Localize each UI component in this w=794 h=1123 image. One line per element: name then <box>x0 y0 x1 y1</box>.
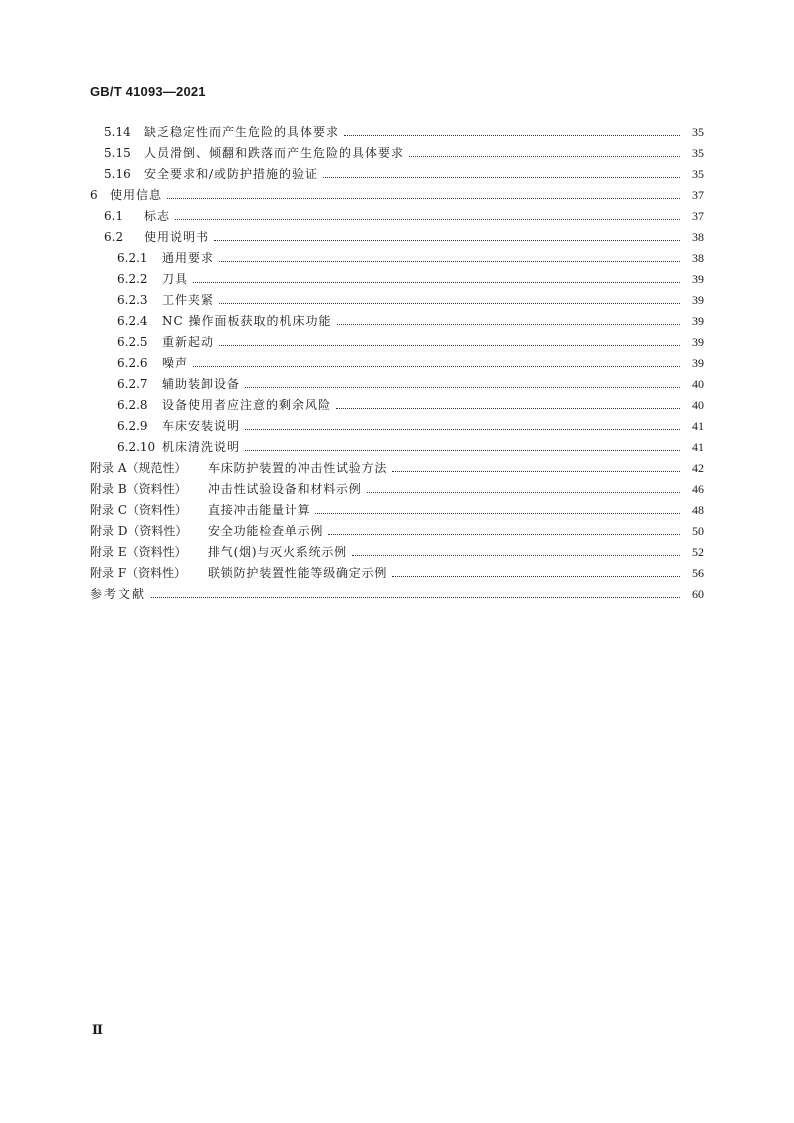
toc-entry-number: 6.2.3 <box>117 293 148 307</box>
toc-entry-number: 6.2.8 <box>117 398 148 412</box>
toc-entry-number: 6.2.9 <box>117 419 148 433</box>
toc-entry-number: 附录 C（资料性） <box>90 503 187 517</box>
toc-entry-number: 6.2.5 <box>117 335 148 349</box>
toc-entry-title: NC 操作面板获取的机床功能 <box>162 314 332 328</box>
toc-entry-number: 6.1 <box>104 209 124 223</box>
toc-entry-page: 41 <box>692 440 704 454</box>
toc-dot-leader <box>245 450 680 451</box>
toc-entry-number: 5.14 <box>104 125 131 139</box>
toc-entry-title: 冲击性试验设备和材料示例 <box>208 482 362 496</box>
toc-entry-page: 39 <box>692 356 704 370</box>
toc-entry-title: 排气(烟)与灭火系统示例 <box>208 545 347 559</box>
toc-entry-page: 40 <box>692 377 704 391</box>
toc-entry[interactable] <box>90 475 704 496</box>
toc-entry[interactable] <box>90 223 704 244</box>
toc-entry[interactable] <box>90 349 704 370</box>
toc-dot-leader <box>175 219 680 220</box>
toc-entry-title: 机床清洗说明 <box>162 440 241 454</box>
toc-dot-leader <box>344 135 680 136</box>
document-header: GB/T 41093—2021 <box>90 84 206 99</box>
toc-entry-number: 6.2.2 <box>117 272 148 286</box>
toc-entry[interactable] <box>90 307 704 328</box>
toc-entry-number: 附录 B（资料性） <box>90 482 187 496</box>
toc-entry-page: 39 <box>692 335 704 349</box>
toc-entry[interactable] <box>90 370 704 391</box>
toc-entry-title: 车床防护装置的冲击性试验方法 <box>208 461 388 475</box>
toc-entry-title: 使用说明书 <box>144 230 210 244</box>
toc-entry-number: 附录 A（规范性） <box>90 461 187 475</box>
toc-dot-leader <box>315 513 680 514</box>
toc-entry[interactable] <box>90 328 704 349</box>
toc-entry-number: 5.16 <box>104 167 131 181</box>
toc-entry[interactable] <box>90 412 704 433</box>
toc-entry[interactable] <box>90 139 704 160</box>
toc-dot-leader <box>193 282 680 283</box>
toc-entry-title: 工件夹紧 <box>162 293 215 307</box>
toc-entry-page: 42 <box>692 461 704 475</box>
toc-entry[interactable] <box>90 433 704 454</box>
toc-entry-title: 安全功能检查单示例 <box>208 524 324 538</box>
toc-dot-leader <box>392 471 680 472</box>
toc-entry[interactable] <box>90 265 704 286</box>
toc-entry-number: 附录 F（资料性） <box>90 566 187 580</box>
toc-entry[interactable] <box>90 244 704 265</box>
toc-entry-page: 38 <box>692 230 704 244</box>
toc-dot-leader <box>193 366 680 367</box>
toc-dot-leader <box>328 534 680 535</box>
toc-entry-page: 38 <box>692 251 704 265</box>
toc-entry-title: 直接冲击能量计算 <box>208 503 311 517</box>
toc-entry-title: 设备使用者应注意的剩余风险 <box>162 398 332 412</box>
toc-entry-page: 35 <box>692 167 704 181</box>
toc-entry-page: 40 <box>692 398 704 412</box>
toc-entry[interactable] <box>90 202 704 223</box>
toc-entry-page: 60 <box>692 587 704 601</box>
toc-entry[interactable] <box>90 118 704 139</box>
toc-entry[interactable] <box>90 286 704 307</box>
toc-dot-leader <box>352 555 680 556</box>
toc-entry-page: 56 <box>692 566 704 580</box>
toc-entry-number: 6.2.4 <box>117 314 148 328</box>
toc-entry[interactable] <box>90 580 704 601</box>
toc-dot-leader <box>245 429 680 430</box>
toc-entry-title: 缺乏稳定性而产生危险的具体要求 <box>144 125 340 139</box>
toc-entry-page: 48 <box>692 503 704 517</box>
toc-entry-title: 标志 <box>144 209 171 223</box>
toc-dot-leader <box>392 576 680 577</box>
toc-entry[interactable] <box>90 538 704 559</box>
toc-entry-number: 6 <box>90 188 98 202</box>
toc-entry[interactable] <box>90 391 704 412</box>
toc-dot-leader <box>337 324 681 325</box>
toc-dot-leader <box>409 156 680 157</box>
toc-dot-leader <box>323 177 680 178</box>
toc-entry[interactable] <box>90 454 704 475</box>
toc-entry-page: 41 <box>692 419 704 433</box>
toc-dot-leader <box>336 408 680 409</box>
toc-entry-page: 37 <box>692 188 704 202</box>
toc-entry-title: 人员滑倒、倾翻和跌落而产生危险的具体要求 <box>144 146 405 160</box>
toc-entry-title: 车床安装说明 <box>162 419 241 433</box>
toc-entry-title: 辅助装卸设备 <box>162 377 241 391</box>
toc-entry[interactable] <box>90 160 704 181</box>
toc-entry-title: 噪声 <box>162 356 189 370</box>
toc-entry-page: 37 <box>692 209 704 223</box>
toc-dot-leader <box>151 597 680 598</box>
toc-dot-leader <box>219 303 680 304</box>
page-number: Ⅱ <box>92 1022 103 1037</box>
toc-entry-page: 39 <box>692 293 704 307</box>
toc-dot-leader <box>219 345 680 346</box>
toc-entry-page: 35 <box>692 146 704 160</box>
toc-entry-number: 附录 D（资料性） <box>90 524 188 538</box>
toc-entry[interactable] <box>90 496 704 517</box>
toc-entry-number: 6.2 <box>104 230 124 244</box>
toc-entry-page: 35 <box>692 125 704 139</box>
toc-entry-title: 重新起动 <box>162 335 215 349</box>
toc-entry[interactable] <box>90 517 704 538</box>
toc-entry-number: 6.2.1 <box>117 251 148 265</box>
toc-entry[interactable] <box>90 181 704 202</box>
toc-entry-title: 使用信息 <box>110 188 163 202</box>
toc-entry-number: 6.2.10 <box>117 440 156 454</box>
toc-entry[interactable] <box>90 559 704 580</box>
toc-dot-leader <box>167 198 680 199</box>
toc-entry-page: 50 <box>692 524 704 538</box>
toc-entry-title: 刀具 <box>162 272 189 286</box>
toc-entry-number: 5.15 <box>104 146 131 160</box>
table-of-contents <box>90 118 704 601</box>
toc-entry-number: 6.2.7 <box>117 377 148 391</box>
toc-dot-leader <box>245 387 680 388</box>
toc-dot-leader <box>214 240 680 241</box>
toc-entry-title: 安全要求和/或防护措施的验证 <box>144 167 319 181</box>
toc-dot-leader <box>219 261 680 262</box>
toc-entry-number: 附录 E（资料性） <box>90 545 187 559</box>
toc-entry-title: 联锁防护装置性能等级确定示例 <box>208 566 388 580</box>
toc-entry-page: 46 <box>692 482 704 496</box>
toc-entry-number: 6.2.6 <box>117 356 148 370</box>
toc-entry-page: 39 <box>692 272 704 286</box>
toc-dot-leader <box>367 492 680 493</box>
toc-entry-page: 52 <box>692 545 704 559</box>
toc-entry-title: 通用要求 <box>162 251 215 265</box>
toc-entry-page: 39 <box>692 314 704 328</box>
toc-entry-title: 参考文献 <box>90 587 147 601</box>
